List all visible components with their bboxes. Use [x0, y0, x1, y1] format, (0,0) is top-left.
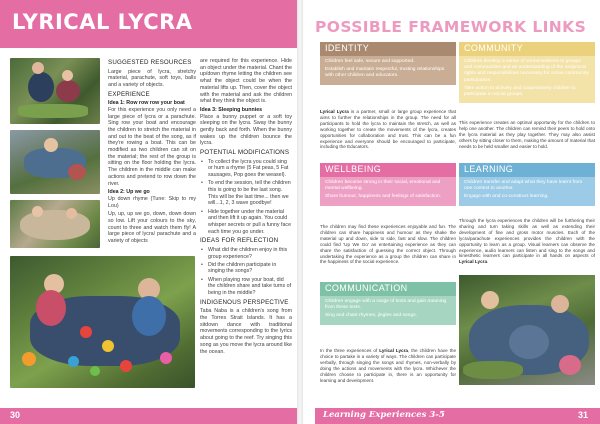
outcome-line: Children develop a sense of connectedness to groups and communities and an understanding of the reciprocal rights and responsibilities necessary for active community participation.	[464, 59, 589, 83]
outcome-line: Sing and chant rhymes, jingles and songs.	[325, 313, 417, 319]
idea2-text-continued: are required for this experience. Hide an object under the material. Chant the up/down rhyme letting the children see what the object could be when the material lifts up. Then, cover the object with the material and ask the children what they think the object is.	[200, 58, 292, 105]
box-heading: COMMUNICATION	[320, 282, 456, 296]
right-page	[303, 0, 600, 424]
idea3-title: Idea 3: Sleeping bunnies	[200, 106, 263, 113]
idea2-rhyme: Up, up, up we go, down, down down so low. Lift your colours to the sky, count to three and watch them fly! A large piece of lycra/ parachute and a variety of objects	[108, 211, 196, 245]
box-outcomes	[320, 56, 456, 85]
framework-text-learning	[459, 218, 595, 265]
box-outcomes	[459, 56, 595, 103]
list-item: • When playing row your boat, did the children share and take turns of being in the middle?	[200, 277, 292, 297]
box-heading: WELLBEING	[320, 163, 456, 177]
idea1-text: For this experience you only need a large piece of lycra or a parachute. Sing row your boat and encourage the children to stretch the material in and out to the beat of the song, as if they're rowing a boat. This can be modified as two children can sit on the material; the rest of the group is sitting on the floor holding the lycra. The children in the middle can make actions and pretend to row down the river.	[108, 106, 196, 187]
framework-text-communication	[320, 348, 456, 383]
heading-suggested-resources: SUGGESTED RESOURCES	[108, 59, 192, 66]
experience-name: Lyrical Lycra	[320, 109, 349, 114]
heading-ideas-for-reflection: IDEAS FOR REFLECTION	[200, 237, 279, 245]
heading-potential-modifications: POTENTIAL MODIFICATIONS	[200, 149, 290, 157]
experience-name: Lyrical Lycra	[459, 259, 488, 265]
framework-paragraph: , the children have the choice to partake in a variety of ways. The children can participate verbally, through singing the songs and rhymes, non-verbally by doing the actions and movements with the lycra. Whichever the children choose to participate in, there is an opportunity for learning and development.	[320, 348, 456, 383]
framework-paragraph-end: .	[487, 259, 489, 265]
left-page	[0, 0, 297, 424]
box-heading: IDENTITY	[320, 42, 456, 56]
framework-box-learning	[459, 163, 595, 206]
list-item: • Did the children participate in singing the songs?	[200, 262, 292, 275]
list-item: • What did the children enjoy in this group experience?	[200, 247, 292, 260]
idea3-text: Place a bunny puppet or a soft toy sleeping on the lycra. Sway the bunny gently back and forth. When the bunny wakes up the children bounce the lycra.	[200, 113, 292, 147]
list-item: • To collect the lycra you could sing or hum a rhyme (5 Fat peas, 5 Fat sausages, Pop goes the weasel).	[200, 159, 292, 179]
framework-text-community: This experience creates an optimal opportunity for the children to help one another. The children can remind their peers to hold onto the lycra material as they play together. They may also assist others by sitting closer to them, making the amount of material that needs to be held smaller and easier to hold.	[459, 120, 595, 149]
experience-name: Lyrical Lycra	[379, 348, 408, 353]
outcome-line: Take action to actively and cooperatively children to participate in social groups.	[464, 85, 576, 98]
outcome-line: Children engage with a range of texts and gain meaning from these texts.	[325, 299, 447, 311]
text-column-1	[108, 58, 196, 247]
suggested-resources-text: Large piece of lycra, stretchy material, parachute, soft toys, balls and a variety of objects.	[108, 68, 196, 88]
text-column-2	[200, 58, 292, 357]
framework-box-wellbeing	[320, 163, 456, 206]
framework-paragraph: Through the lycra experiences the children will be furthering their sharing and turn taking skills as well as extending their development of fine and gross motor muscles. Each of the lycra/parachute experiences provides the children with the opportunity to learn as a group. Visual learners can observe the experience, audio learners can listen and sing to the songs and kinesthetic learners can participate in all hands on aspects of	[459, 218, 595, 259]
idea2-rhyme-tune: Up down rhyme (Tune: Skip to my Lou)	[108, 195, 196, 209]
outcome-line: Children become strong in their social, emotional and mental wellbeing.	[325, 180, 441, 192]
box-heading: LEARNING	[459, 163, 595, 177]
framework-paragraph: is a partner, small or large group experience that aims to further the relationships in the group. The need for all participants to hold the lycra to maintain the stretch, as well as working together to create the movements of the lycra, creates opportunities for collaboration and trust. This can be a fun experience and everyone should be encouraged to participate, including the Educators.	[320, 109, 456, 150]
framework-text-identity	[320, 109, 456, 150]
footer-section-label: Learning Experiences 3-5	[323, 410, 445, 420]
box-heading: COMMUNITY	[459, 42, 595, 56]
outcome-line: Children transfer and adapt what they have learnt from one context to another.	[464, 180, 583, 192]
modifications-list	[200, 159, 292, 236]
page-number: 30	[10, 410, 21, 420]
framework-text-wellbeing: The children may find these experiences enjoyable and fun. The children can share happiness and humour as they shake the material up and down, side to side, fast and slow. The children could find 'Up We Go' an entertaining experience as they can share the satisfaction of guessing the correct object. Through undertaking the experience as a group the children can share in the happiness of the social experience.	[320, 224, 456, 265]
indigenous-perspective-text: Taba Naba is a children's song from the Torres Strait Islands. It has a sitdown dance with traditional movements corresponding to the lyrics about going to the reef. Try singing this song as you move the lycra around like the ocean.	[200, 308, 292, 355]
box-outcomes	[320, 296, 456, 325]
framework-box-identity	[320, 42, 456, 85]
photo-children-under-lycra	[10, 200, 100, 248]
idea2-title: Idea 2: Up we go	[108, 189, 150, 196]
photo-children-lycra-play	[10, 58, 100, 124]
photo-children-under-blue-parachute	[459, 275, 595, 385]
page-title: POSSIBLE FRAMEWORK LINKS	[315, 18, 587, 36]
outcome-line: Establish and maintain respectful, trusting relationships with other children and educators.	[325, 67, 445, 79]
outcome-line: Engage with and co-construct learning.	[464, 194, 549, 200]
box-outcomes	[320, 177, 456, 206]
heading-indigenous-perspective: INDIGENOUS PERSPECTIVE	[200, 298, 289, 306]
list-item: • To end the session, tell the children this is going to be the last song. This will be the last time... then we will...1, 2, 3 wave goodbye!	[200, 180, 292, 207]
photo-child-lycra-grass	[10, 130, 100, 194]
photo-group-lycra-with-balls	[10, 256, 195, 388]
framework-box-community	[459, 42, 595, 103]
footer-band	[0, 408, 297, 424]
reflection-list	[200, 247, 292, 297]
framework-box-communication	[320, 282, 456, 325]
framework-paragraph-start: In the three experiences of	[320, 348, 380, 353]
outcome-line: Share humour, happiness and feelings of satisfaction.	[325, 194, 442, 200]
heading-experience: EXPERIENCE	[108, 90, 150, 98]
idea1-title: Idea 1: Row row row your boat	[108, 100, 185, 107]
list-item: • Hide together under the material and then lift it up again. You could whisper secrets or pull a funny face each time you go under.	[200, 209, 292, 236]
page-number: 31	[578, 410, 589, 420]
outcome-line: Children feel safe, secure and supported.	[325, 59, 415, 64]
page-title: LYRICAL LYCRA	[12, 10, 193, 34]
box-outcomes	[459, 177, 595, 206]
